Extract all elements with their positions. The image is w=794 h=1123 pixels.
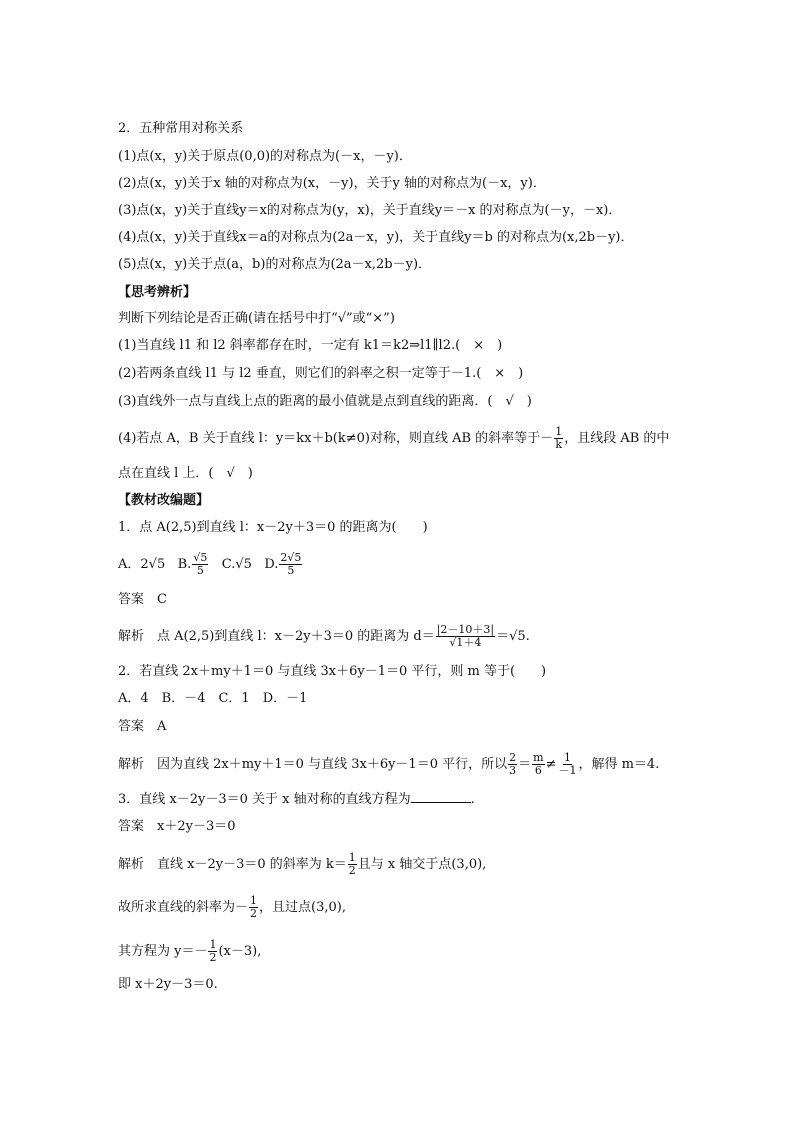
symmetry-item-1: (1)点(x，y)关于原点(0,0)的对称点为(－x，－y)．: [118, 149, 412, 164]
question-end: .: [470, 792, 475, 807]
problem-2-options: A．4 B．－4 C．1 D．－1: [118, 691, 308, 706]
think-intro: 判断下列结论是否正确(请在括号中打“√”或“×”): [118, 311, 395, 326]
problem-3-solution-line-1: [118, 852, 486, 877]
option-d-label: D.: [264, 557, 279, 572]
problem-3-solution-line-4: 即 x＋2y－3＝0.: [118, 977, 218, 992]
fraction-numerator: √5: [193, 551, 208, 564]
fraction: [436, 624, 495, 649]
fraction-numerator: 1: [209, 938, 217, 951]
fraction: [208, 939, 217, 964]
think-q3: (3)直线外一点与直线上点的距离的最小值就是点到直线的距离．( √ ): [118, 394, 532, 409]
problem-3-solution-line-3: [118, 939, 261, 964]
fraction-denominator: 2: [348, 864, 356, 877]
fraction-numerator: 1: [563, 751, 571, 764]
fraction: [554, 426, 563, 451]
fraction-denominator: 3: [509, 764, 517, 777]
fraction-denominator: 5: [196, 564, 204, 577]
solution-text: ，且过点(3,0),: [259, 900, 346, 915]
solution-text: 解析 点 A(2,5)到直线 l：x－2y＋3＝0 的距离为 d＝: [118, 629, 435, 644]
fraction: [557, 752, 577, 777]
solution-text: 故所求直线的斜率为－: [118, 900, 249, 915]
fraction: [192, 552, 208, 577]
symmetry-item-4: (4)点(x，y)关于直线x＝a的对称点为(2a－x，y)，关于直线y＝b 的对称点为(x,2b－y)．: [118, 230, 634, 245]
symmetry-item-3: (3)点(x，y)关于直线y＝x的对称点为(y，x)，关于直线y＝－x 的对称点为(－y，－x)．: [118, 203, 622, 218]
textbook-heading: 【教材改编题】: [118, 493, 210, 508]
solution-result: ，解得 m＝4.: [578, 757, 660, 772]
answer-blank: [411, 790, 471, 803]
fraction-denominator: √1＋4: [449, 636, 482, 649]
fraction-denominator: k: [555, 438, 563, 451]
problem-1-answer: 答案 C: [118, 592, 167, 607]
think-q4-text-a: (4)若点 A，B 关于直线 l：y＝kx＋b(k≠0)对称，则直线 AB 的斜率等于－: [118, 431, 554, 446]
think-q4-line2: 点在直线 l 上．( √ ): [118, 466, 253, 481]
think-q2: (2)若两条直线 l1 与 l2 垂直，则它们的斜率之积一定等于－1.( × ): [118, 366, 524, 381]
solution-result: ＝√5.: [496, 629, 530, 644]
problem-3-answer: 答案 x＋2y－3＝0: [118, 819, 236, 834]
problem-1-question: 1．点 A(2,5)到直线 l：x－2y＋3＝0 的距离为( ): [118, 520, 428, 535]
problem-2-question: 2．若直线 2x＋my＋1＝0 与直线 3x＋6y－1＝0 平行，则 m 等于( ): [118, 664, 547, 679]
section-title: 2．五种常用对称关系: [118, 121, 244, 136]
fraction-numerator: 2√5: [280, 551, 302, 564]
solution-text: 且与 x 轴交于点(3,0),: [357, 857, 487, 872]
fraction-numerator: 1: [250, 894, 258, 907]
think-q4-text-b: ，且线段 AB 的中: [564, 431, 670, 446]
think-heading: 【思考辨析】: [118, 285, 197, 300]
fraction: [279, 552, 302, 577]
fraction-numerator: 1: [348, 851, 356, 864]
fraction-denominator: －1: [558, 764, 577, 777]
problem-1-solution: [118, 624, 530, 649]
fraction-numerator: m: [533, 751, 544, 764]
problem-2-solution: [118, 752, 659, 777]
fraction: [532, 752, 544, 777]
problem-3-solution-line-2: [118, 895, 346, 920]
fraction: [348, 852, 357, 877]
solution-text: 解析 因为直线 2x＋my＋1＝0 与直线 3x＋6y－1＝0 平行，所以: [118, 757, 508, 772]
think-q4-line1: [118, 426, 669, 451]
fraction-numerator: 2: [509, 751, 517, 764]
symmetry-item-2: (2)点(x，y)关于x 轴的对称点为(x，－y)，关于y 轴的对称点为(－x，y)．: [118, 176, 546, 191]
think-q1: (1)当直线 l1 和 l2 斜率都存在时，一定有 k1＝k2⇒l1∥l2.( × ): [118, 338, 503, 353]
solution-text: 解析 直线 x－2y－3＝0 的斜率为 k＝: [118, 857, 347, 872]
problem-3-question: [118, 790, 475, 809]
not-equal-sign: ≠: [545, 757, 557, 772]
fraction: [249, 895, 258, 920]
option-c: C.√5: [221, 557, 252, 572]
problem-1-options: [118, 552, 303, 577]
problem-2-answer: 答案 A: [118, 719, 167, 734]
fraction-denominator: 5: [287, 564, 295, 577]
fraction-numerator: 1: [555, 425, 563, 438]
option-a: A．2√5: [118, 557, 166, 572]
fraction-denominator: 2: [250, 907, 258, 920]
fraction-denominator: 6: [534, 764, 542, 777]
option-b-label: B.: [177, 557, 192, 572]
question-text: 3．直线 x－2y－3＝0 关于 x 轴对称的直线方程为: [118, 792, 411, 807]
solution-text: 其方程为 y＝－: [118, 944, 208, 959]
solution-text: (x－3),: [218, 944, 262, 959]
symmetry-item-5: (5)点(x，y)关于点(a，b)的对称点为(2a－x,2b－y)．: [118, 257, 432, 272]
equals-sign: ＝: [518, 757, 532, 772]
fraction-numerator: |2－10＋3|: [436, 623, 495, 636]
fraction: [508, 752, 517, 777]
fraction-denominator: 2: [209, 951, 217, 964]
